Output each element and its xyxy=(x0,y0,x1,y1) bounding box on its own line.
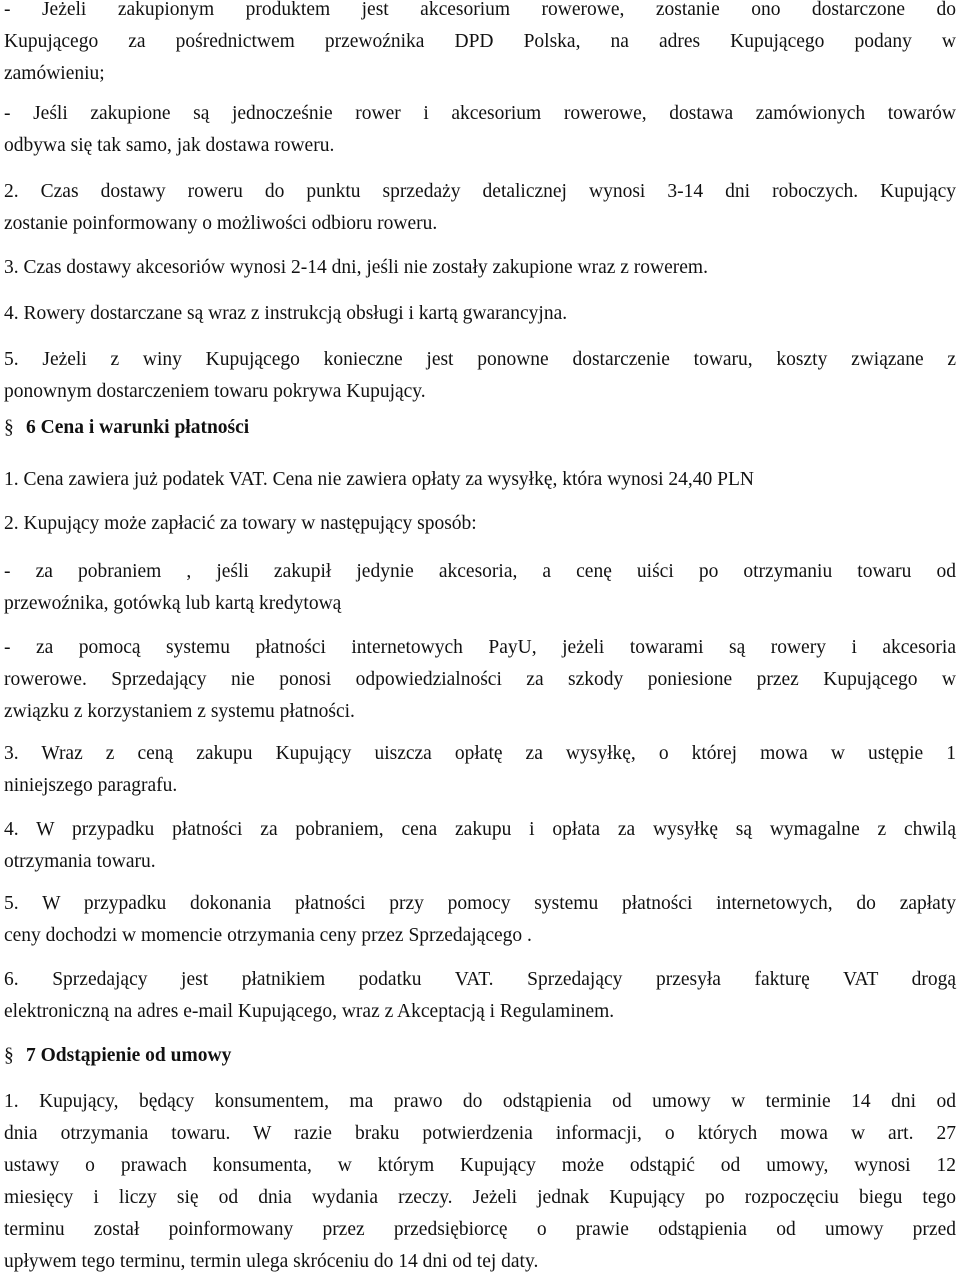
paragraph-point-4 xyxy=(4,298,956,330)
text-line: 5. W przypadku dokonania płatności przy pomocy systemu płatności internetowych, do zapłaty xyxy=(4,893,956,914)
paragraph-delivery-accessories xyxy=(4,0,956,90)
text-line: ceny dochodzi w momencie otrzymania ceny przez Sprzedającego . xyxy=(4,925,532,946)
text-line: elektroniczną na adres e-mail Kupującego, wraz z Akceptacją i Regulaminem. xyxy=(4,1001,615,1022)
text-line: - za pomocą systemu płatności internetowych PayU, jeżeli towarami są rowery i akcesoria xyxy=(4,637,956,658)
paragraph-symbol: § xyxy=(4,417,14,438)
text-line: rowerowe. Sprzedający nie ponosi odpowiedzialności za szkody poniesione przez Kupującego w xyxy=(4,669,956,690)
text-line: Kupującego za pośrednictwem przewoźnika DPD Polska, na adres Kupującego podany w xyxy=(4,31,956,52)
text-line: - za pobraniem , jeśli zakupił jedynie akcesoria, a cenę uiści po otrzymaniu towaru od xyxy=(4,561,956,582)
paragraph-point-3 xyxy=(4,252,956,284)
text-line: terminu został poinformowany przez przedsiębiorcę o prawie odstąpienia od umowy przed xyxy=(4,1219,956,1240)
text-line: odbywa się tak samo, jak dostawa roweru. xyxy=(4,135,335,156)
section-6-heading xyxy=(4,412,249,444)
text-line: 3. Wraz z ceną zakupu Kupujący uiszcza opłatę za wysyłkę, o której mowa w ustępie 1 xyxy=(4,743,956,764)
paragraph-symbol: § xyxy=(4,1045,14,1066)
section-6-title: 6 Cena i warunki płatności xyxy=(26,417,250,438)
text-line: 1. Cena zawiera już podatek VAT. Cena nie zawiera opłaty za wysyłkę, która wynosi 24,40 PLN xyxy=(4,469,754,490)
paragraph-delivery-combined xyxy=(4,98,956,162)
text-line: 3. Czas dostawy akcesoriów wynosi 2-14 dni, jeśli nie zostały zakupione wraz z rowerem. xyxy=(4,257,708,278)
section-7-title: 7 Odstąpienie od umowy xyxy=(26,1045,232,1066)
section-7-heading xyxy=(4,1040,231,1072)
paragraph-6-2-payu xyxy=(4,632,956,728)
paragraph-7-1 xyxy=(4,1086,956,1278)
paragraph-6-2 xyxy=(4,508,956,540)
text-line: ustawy o prawach konsumenta, w którym Kupujący może odstąpić od umowy, wynosi 12 xyxy=(4,1155,956,1176)
text-line: 2. Kupujący może zapłacić za towary w następujący sposób: xyxy=(4,513,477,534)
text-line: 1. Kupujący, będący konsumentem, ma prawo do odstąpienia od umowy w terminie 14 dni od xyxy=(4,1091,956,1112)
paragraph-point-5 xyxy=(4,344,956,408)
text-line: upływem tego terminu, termin ulega skróceniu do 14 dni od tej daty. xyxy=(4,1251,539,1272)
paragraph-6-5 xyxy=(4,888,956,952)
text-line: ponownym dostarczeniem towaru pokrywa Kupujący. xyxy=(4,381,426,402)
paragraph-point-2 xyxy=(4,176,956,240)
text-line: związku z korzystaniem z systemu płatności. xyxy=(4,701,355,722)
text-line: dnia otrzymania towaru. W razie braku potwierdzenia informacji, o których mowa w art. 27 xyxy=(4,1123,956,1144)
text-line: - Jeżeli zakupionym produktem jest akcesorium rowerowe, zostanie ono dostarczone do xyxy=(4,0,956,20)
text-line: otrzymania towaru. xyxy=(4,851,156,872)
text-line: zamówieniu; xyxy=(4,63,105,84)
text-line: 4. Rowery dostarczane są wraz z instrukcją obsługi i kartą gwarancyjna. xyxy=(4,303,568,324)
text-line: 2. Czas dostawy roweru do punktu sprzedaży detalicznej wynosi 3-14 dni roboczych. Kupujący xyxy=(4,181,956,202)
text-line: przewoźnika, gotówką lub kartą kredytową xyxy=(4,593,342,614)
text-line: 6. Sprzedający jest płatnikiem podatku VAT. Sprzedający przesyła fakturę VAT drogą xyxy=(4,969,956,990)
text-line: zostanie poinformowany o możliwości odbioru roweru. xyxy=(4,213,438,234)
paragraph-6-2-cod xyxy=(4,556,956,620)
paragraph-6-1 xyxy=(4,464,956,496)
text-line: niniejszego paragrafu. xyxy=(4,775,178,796)
paragraph-6-4 xyxy=(4,814,956,878)
text-line: 5. Jeżeli z winy Kupującego konieczne jest ponowne dostarczenie towaru, koszty związane z xyxy=(4,349,956,370)
text-line: - Jeśli zakupione są jednocześnie rower i akcesorium rowerowe, dostawa zamówionych towarów xyxy=(4,103,956,124)
text-line: 4. W przypadku płatności za pobraniem, cena zakupu i opłata za wysyłkę są wymagalne z chwilą xyxy=(4,819,956,840)
text-line: miesięcy i liczy się od dnia wydania rzeczy. Jeżeli jednak Kupujący po rozpoczęciu biegu tego xyxy=(4,1187,956,1208)
paragraph-6-6 xyxy=(4,964,956,1028)
paragraph-6-3 xyxy=(4,738,956,802)
